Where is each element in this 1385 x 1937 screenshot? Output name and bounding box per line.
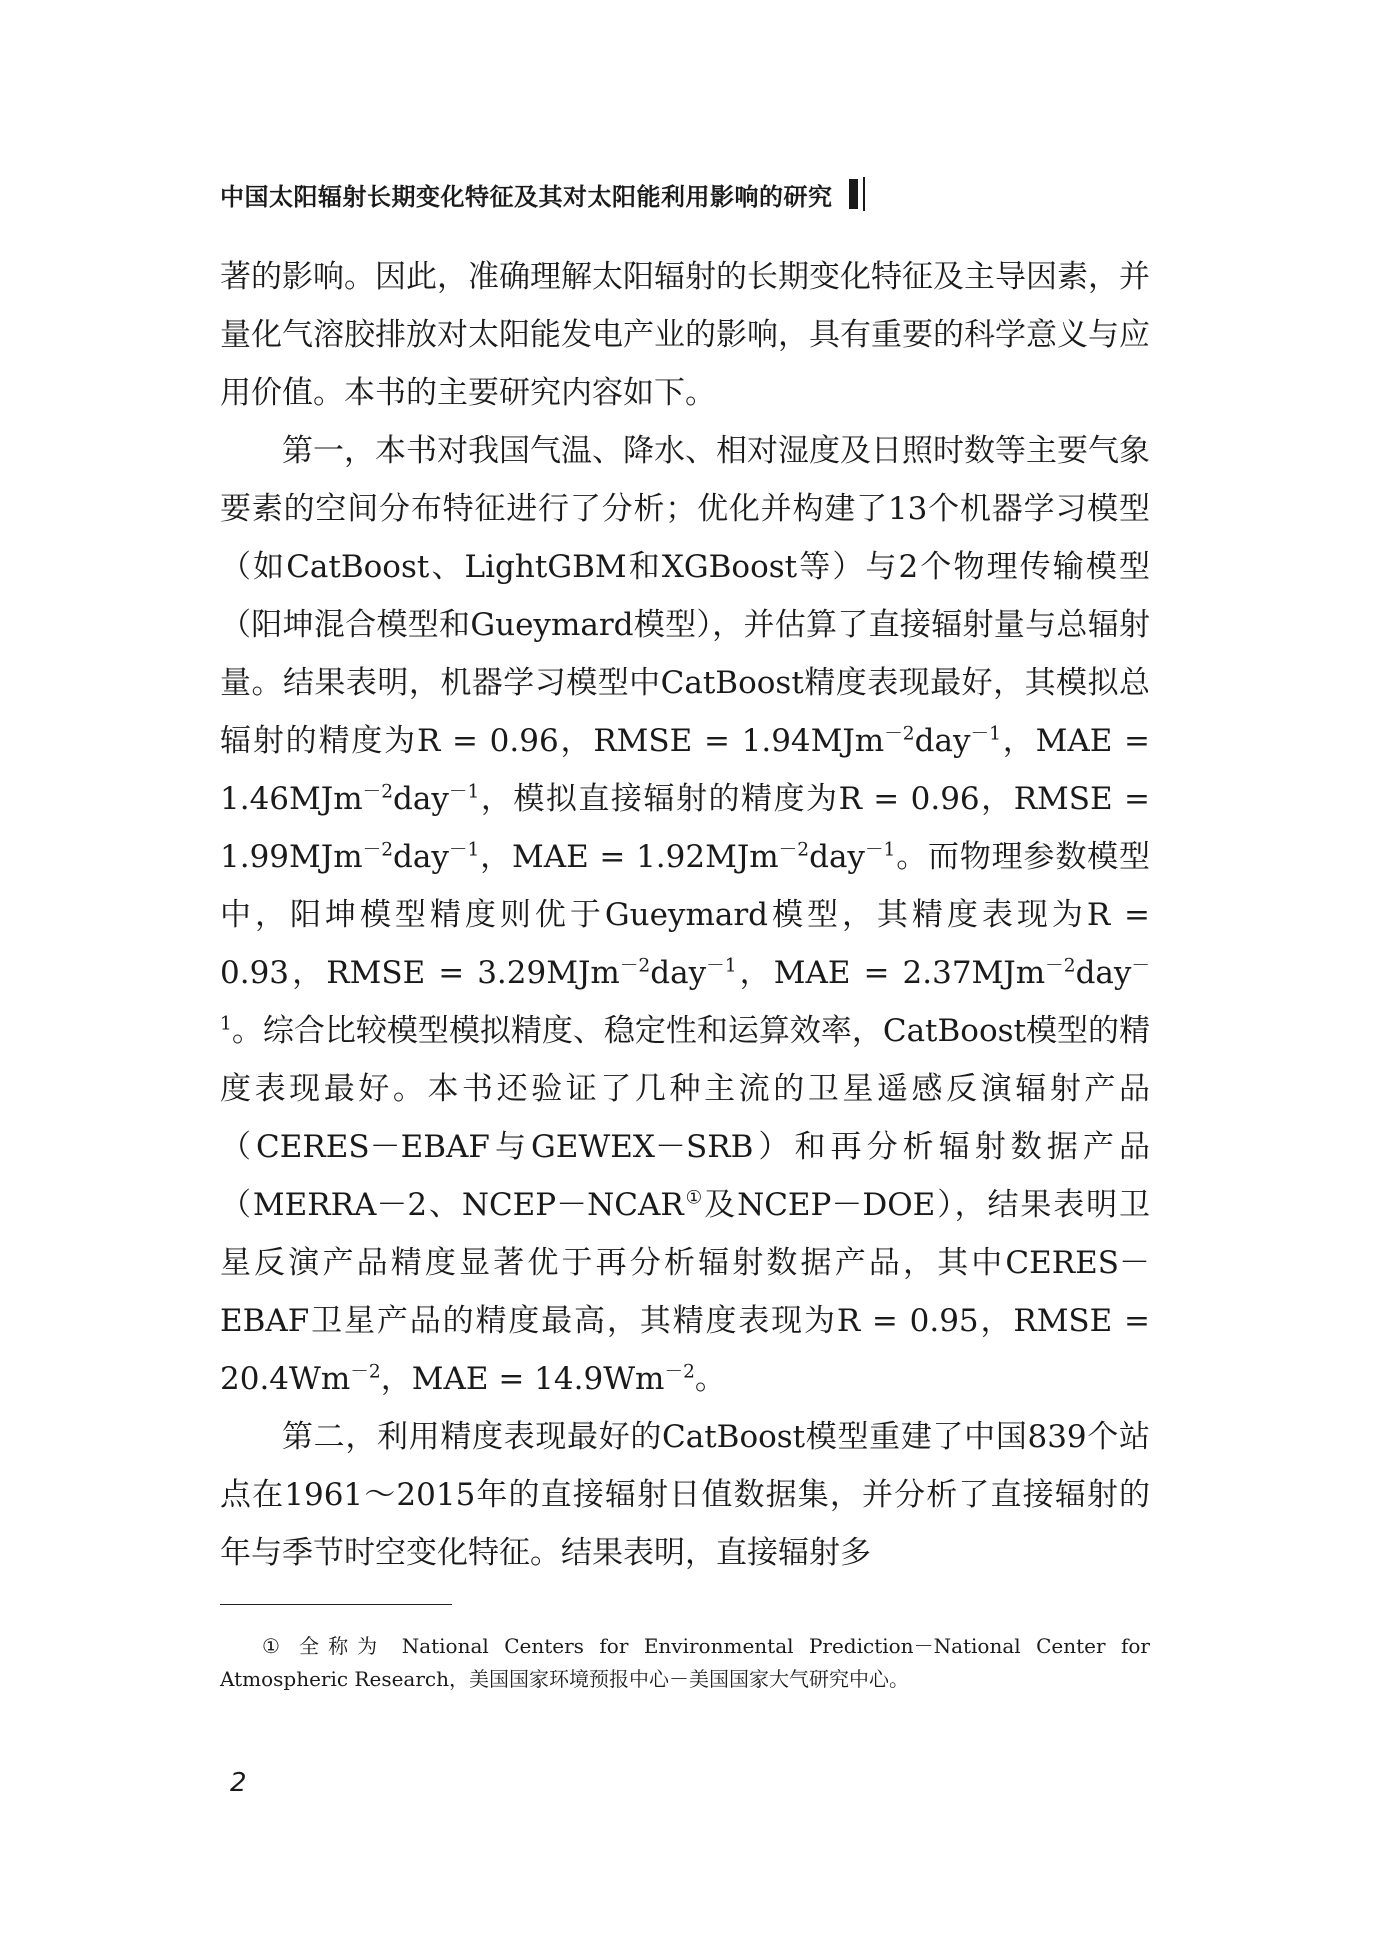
footnote-reference: ① xyxy=(683,1187,705,1209)
page-number: 2 xyxy=(230,1768,247,1798)
footnote-text: 全称为 National Centers for Environmental Prediction－National Center for Atmospheric Research，美国国家环境预报中心－美国国家大气研究中心。 xyxy=(220,1634,1150,1691)
running-head xyxy=(220,174,865,214)
footnote xyxy=(220,1630,1150,1696)
running-head-bar-mark xyxy=(849,177,865,211)
footnote-mark: ① xyxy=(262,1634,280,1658)
footnote-divider xyxy=(220,1604,452,1605)
running-head-title: 中国太阳辐射长期变化特征及其对太阳能利用影响的研究 xyxy=(220,182,833,211)
paragraph-3: 第二，利用精度表现最好的CatBoost模型重建了中国839个站点在1961～2015年的直接辐射日值数据集，并分析了直接辐射的年与季节时空变化特征。结果表明，直接辐射多 xyxy=(220,1419,1150,1571)
paragraph-2: 第一，本书对我国气温、降水、相对湿度及日照时数等主要气象要素的空间分布特征进行了分析；优化并构建了13个机器学习模型（如CatBoost、LightGBM和XGBoost等）与2个物理传输模型（阳坤混合模型和Gueymard模型），并估算了直接辐射量与总辐射量。结果表明，机器学习模型中CatBoost精度表现最好，其模拟总辐射的精度为R = 0.96，RMSE = 1.94MJm$^{-2}$day$^{-1}$，MAE = 1.46MJm$^{-2}$day$^{-1}$，模拟直接辐射的精度为R = 0.96，RMSE = 1.99MJm$^{-2}$day$^{-1}$，MAE = 1.92MJm$^{-2}$day$^{-1}$。而物理参数模型中，阳坤模型精度则优于Gueymard模型，其精度表现为R = 0.93，RMSE = 3.29MJm$^{-2}$day$^{-1}$，MAE = 2.37MJm$^{-2}$day$^{-1}$。综合比较模型模拟精度、稳定性和运算效率，CatBoost模型的精度表现最好。本书还验证了几种主流的卫星遥感反演辐射产品（CERES－EBAF与GEWEX－SRB）和再分析辐射数据产品（MERRA－2、NCEP－NCAR①及NCEP－DOE），结果表明卫星反演产品精度显著优于再分析辐射数据产品，其中CERES－EBAF卫星产品的精度最高，其精度表现为R = 0.95，RMSE = $20.4Wm^{-2}$，MAE = $14.9Wm^{-2}$。 xyxy=(220,433,1151,1397)
body-text xyxy=(220,248,1150,1582)
paragraph-1: 著的影响。因此，准确理解太阳辐射的长期变化特征及主导因素，并量化气溶胶排放对太阳能发电产业的影响，具有重要的科学意义与应用价值。本书的主要研究内容如下。 xyxy=(220,259,1150,411)
